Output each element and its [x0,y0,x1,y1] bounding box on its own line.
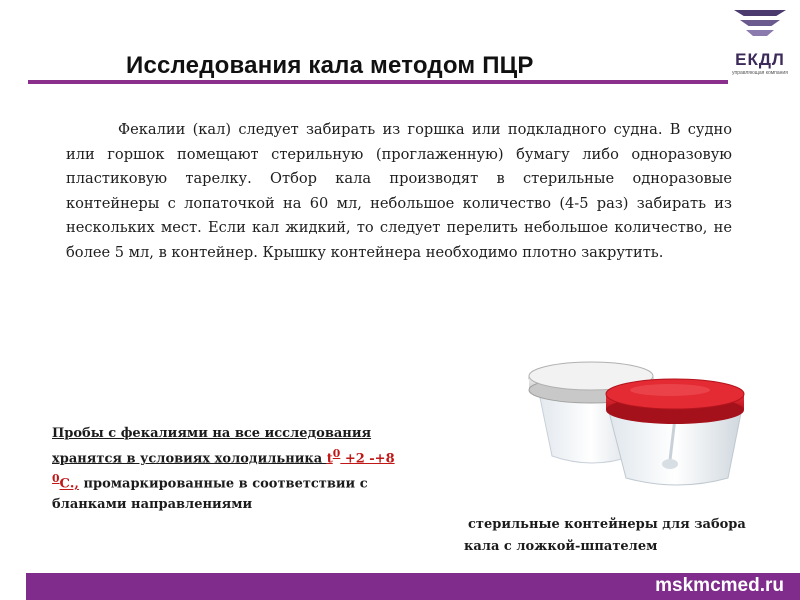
ekdl-logo-icon [730,6,790,88]
caption-line-2: кала с ложкой-шпателем [464,539,658,554]
title-divider [28,80,728,84]
temp-range: +2 -+8 [340,451,395,467]
storage-note-underlined: Пробы с фекалиями на все исследования хранятся в условиях холодильника [52,426,372,467]
body-paragraph: Фекалии (кал) следует забирать из горшка или подкладного судна. В судно или горшок помещают стерильную (проглаженную) бумагу либо одноразовую пластиковую тарелку. Отбор кала производят в стерильные одноразовые контейнеры с лопаточкой на 60 мл, небольшое количество (4-5 раз) забирать из нескольких мест. Если кал жидкий, то следует перелить небольшое количество, не более 5 мл, в контейнер. Крышку контейнера необходимо плотно закрутить. [66,121,732,261]
caption-line-1: стерильные контейнеры для забора [468,517,746,532]
temp-symbol: t [326,451,333,467]
temp-degree-2: 0 [52,472,60,486]
footer-site: mskmcmed.ru [655,575,784,596]
temp-degree: 0 [332,447,341,460]
logo-subtitle: управляющая компания [732,70,788,76]
image-caption [464,514,774,558]
slide-title: Исследования кала методом ПЦР [126,52,534,79]
storage-note [52,424,400,515]
temp-unit: С., [59,476,79,492]
footer-bar [26,573,800,600]
storage-note-rest: промаркированные в соответствии с бланками направлениями [52,476,368,512]
logo-wordmark: ЕКДЛ [735,50,785,69]
sample-containers-image [520,348,780,490]
